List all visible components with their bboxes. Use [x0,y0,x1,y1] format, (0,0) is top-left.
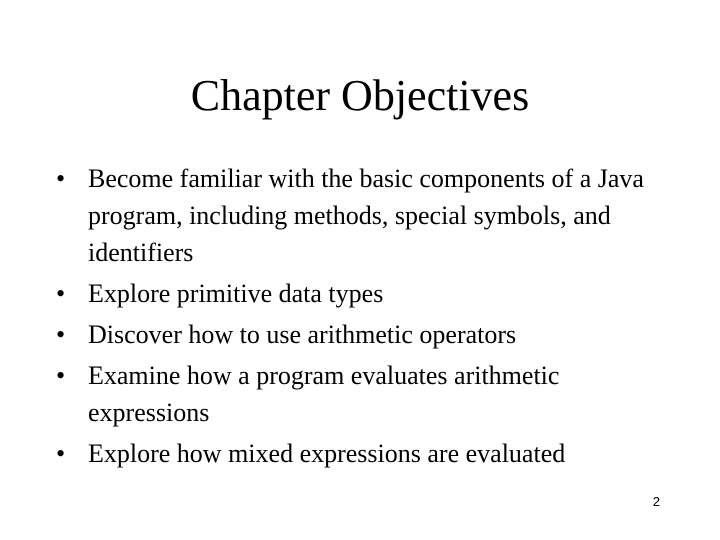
bullet-icon: • [56,164,66,193]
bullet-item [56,275,666,312]
bullet-icon: • [56,361,66,390]
bullet-text: Discover how to use arithmetic operators [88,320,517,349]
bullet-icon: • [56,439,66,468]
bullet-text: Become familiar with the basic components of a Java program, including methods, special symbols, and identifiers [88,164,644,267]
bullet-item [56,160,666,271]
bullet-item [56,316,666,353]
bullet-icon: • [56,320,66,349]
slide-title: Chapter Objectives [190,71,530,120]
bullet-item [56,357,666,431]
bullet-icon: • [56,279,66,308]
bullet-list [56,160,666,476]
page-number: 2 [652,494,660,509]
bullet-text: Explore primitive data types [88,279,384,308]
bullet-text: Examine how a program evaluates arithmetic expressions [88,361,560,427]
bullet-item [56,435,666,472]
bullet-text: Explore how mixed expressions are evaluated [88,439,566,468]
